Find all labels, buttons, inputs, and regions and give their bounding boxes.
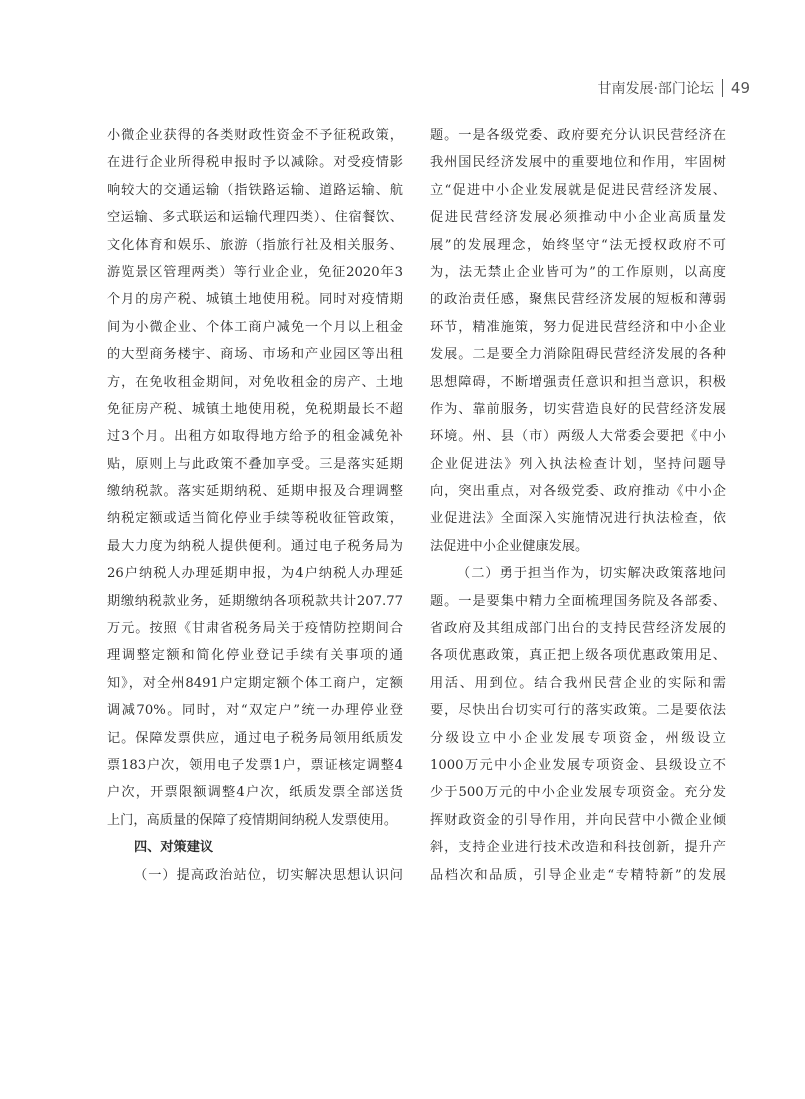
text-line: 在进行企业所得税申报时予以减除。对受疫情影 xyxy=(107,155,403,171)
text-line: 免征房产税、城镇土地使用税，免税期最长不超 xyxy=(107,401,403,417)
text-line: 立“促进中小企业发展就是促进民营经济发展、 xyxy=(430,182,726,198)
text-line: 向，突出重点，对各级党委、政府推动《中小企 xyxy=(430,484,726,500)
text-line: 缴纳税款。落实延期纳税、延期申报及合理调整 xyxy=(107,484,403,500)
running-header xyxy=(597,76,750,100)
text-line: 环节，精准施策，努力促进民营经济和中小企业 xyxy=(430,319,726,335)
text-line: 环境。州、县（市）两级人大常委会要把《中小 xyxy=(430,429,726,445)
text-line: 法促进中小企业健康发展。 xyxy=(430,538,589,554)
text-line: （二）勇于担当作为，切实解决政策落地问 xyxy=(457,566,726,582)
text-line: 理调整定额和简化停业登记手续有关事项的通 xyxy=(107,648,403,664)
text-line: 的大型商务楼宇、商场、市场和产业园区等出租 xyxy=(107,347,403,363)
text-line: 过3个月。出租方如取得地方给予的租金减免补 xyxy=(107,429,403,445)
text-line: 知》，对全州8491户定期定额个体工商户，定额 xyxy=(107,675,403,691)
text-line: 空运输、多式联运和运输代理四类）、住宿餐饮、 xyxy=(107,210,403,226)
text-line: 户次，开票限额调整4户次，纸质发票全部送货 xyxy=(107,785,403,801)
right-column xyxy=(430,122,726,889)
left-column xyxy=(107,122,403,889)
text-line: 各项优惠政策，真正把上级各项优惠政策用足、 xyxy=(430,648,726,664)
text-line: 省政府及其组成部门出台的支持民营经济发展的 xyxy=(430,621,726,637)
text-line: 方，在免收租金期间，对免收租金的房产、土地 xyxy=(107,374,403,390)
text-line: 要，尽快出台切实可行的落实政策。二是要依法 xyxy=(430,703,726,719)
text-line: 票183户次，领用电子发票1户，票证核定调整4 xyxy=(107,757,403,773)
text-line: 我州国民经济发展中的重要地位和作用，牢固树 xyxy=(430,155,726,171)
text-line: 少于500万元的中小企业发展专项资金。充分发 xyxy=(430,785,726,801)
text-line: 为，法无禁止企业皆可为”的工作原则，以高度 xyxy=(430,264,726,280)
text-line: 游览景区管理两类）等行业企业，免征2020年3 xyxy=(107,264,403,280)
text-line: 企业促进法》列入执法检查计划，坚持问题导 xyxy=(430,456,726,472)
text-line: 贴，原则上与此政策不叠加享受。三是落实延期 xyxy=(107,456,403,472)
text-line: 发展。二是要全力消除阻碍民营经济发展的各种 xyxy=(430,347,726,363)
text-line: 促进民营经济发展必须推动中小企业高质量发 xyxy=(430,210,726,226)
page-number: 49 xyxy=(730,79,750,97)
text-line: 题。一是要集中精力全面梳理国务院及各部委、 xyxy=(430,593,726,609)
text-line: 1000万元中小企业发展专项资金、县级设立不 xyxy=(430,757,726,773)
text-line: 作为、靠前服务，切实营造良好的民营经济发展 xyxy=(430,401,726,417)
text-line: 挥财政资金的引导作用，并向民营中小微企业倾 xyxy=(430,812,726,828)
text-line: 题。一是各级党委、政府要充分认识民营经济在 xyxy=(430,128,726,143)
text-line: 分级设立中小企业发展专项资金，州级设立 xyxy=(430,730,726,746)
text-line: 期缴纳税款业务，延期缴纳各项税款共计207.77 xyxy=(107,593,403,609)
header-divider xyxy=(722,79,723,97)
section-heading: 四、对策建议 xyxy=(134,840,214,856)
text-line: 文化体育和娱乐、旅游（指旅行社及相关服务、 xyxy=(107,237,403,253)
text-line: 的政治责任感，聚焦民营经济发展的短板和薄弱 xyxy=(430,292,726,308)
text-line: 品档次和品质，引导企业走“专精特新”的发展 xyxy=(430,867,726,883)
text-line: 26户纳税人办理延期申报，为4户纳税人办理延 xyxy=(107,566,403,582)
text-line: 个月的房产税、城镇土地使用税。同时对疫情期 xyxy=(107,292,403,308)
text-line: 纳税定额或适当简化停业手续等税收征管政策， xyxy=(107,511,403,527)
text-line: 记。保障发票供应，通过电子税务局领用纸质发 xyxy=(107,730,403,746)
text-line: 用活、用到位。结合我州民营企业的实际和需 xyxy=(430,675,726,691)
section-title: 甘南发展·部门论坛 xyxy=(597,81,714,97)
text-line: 上门，高质量的保障了疫情期间纳税人发票使用。 xyxy=(107,812,398,828)
text-line: 万元。按照《甘肃省税务局关于疫情防控期间合 xyxy=(107,621,403,637)
text-line: 小微企业获得的各类财政性资金不予征税政策， xyxy=(107,128,403,143)
text-line: 斜，支持企业进行技术改造和科技创新，提升产 xyxy=(430,840,726,856)
text-line: 展”的发展理念，始终坚守“法无授权政府不可 xyxy=(430,237,726,253)
text-line: 响较大的交通运输（指铁路运输、道路运输、航 xyxy=(107,182,403,198)
text-line: 调减70%。同时，对“双定户”统一办理停业登 xyxy=(107,703,403,719)
text-line: （一）提高政治站位，切实解决思想认识问 xyxy=(134,867,403,883)
text-line: 间为小微企业、个体工商户减免一个月以上租金 xyxy=(107,319,403,335)
text-line: 最大力度为纳税人提供便利。通过电子税务局为 xyxy=(107,538,403,554)
text-line: 业促进法》全面深入实施情况进行执法检查，依 xyxy=(430,511,726,527)
text-line: 思想障碍，不断增强责任意识和担当意识，积极 xyxy=(430,374,726,390)
